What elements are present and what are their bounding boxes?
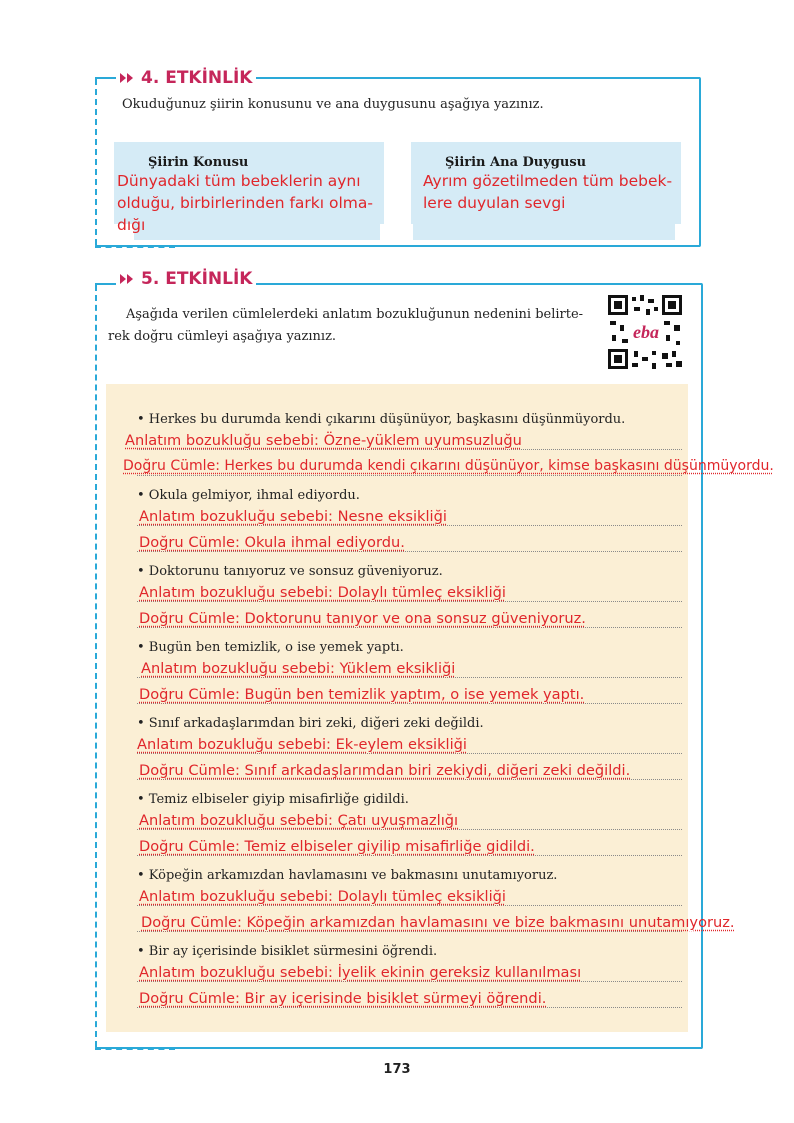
answer-line xyxy=(137,601,682,602)
emotion-heading: Şiirin Ana Duygusu xyxy=(445,155,587,170)
reason-answer: Anlatım bozukluğu sebebi: Özne-yüklem uyumsuzluğu xyxy=(125,432,522,449)
activity5-title xyxy=(116,269,256,289)
exercise-sentence: • Sınıf arkadaşlarımdan biri zeki, diğeri zeki değildi. xyxy=(137,716,484,731)
activity5-title-text: 5. ETKİNLİK xyxy=(141,269,253,289)
answer-line xyxy=(137,829,682,830)
correct-sentence-answer: Doğru Cümle: Köpeğin arkamızdan havlamasını ve bize bakmasını unutamıyoruz. xyxy=(141,914,735,931)
correct-sentence-answer: Doğru Cümle: Temiz elbiseler giyilip misafirliğe gidildi. xyxy=(139,838,535,855)
page-number: 173 xyxy=(383,1062,411,1077)
frame-dashed-left xyxy=(95,79,97,245)
exercise-sentence: • Okula gelmiyor, ihmal ediyordu. xyxy=(137,488,360,503)
correct-sentence-answer: Doğru Cümle: Bir ay içerisinde bisiklet sürmeyi öğrendi. xyxy=(139,990,547,1007)
reason-answer: Anlatım bozukluğu sebebi: Dolaylı tümleç eksikliği xyxy=(139,584,506,601)
answer-line xyxy=(137,753,682,754)
topic-answer xyxy=(117,170,373,236)
correct-sentence-answer: Doğru Cümle: Sınıf arkadaşlarımdan biri zekiydi, diğeri zeki değildi. xyxy=(139,762,631,779)
reason-answer: Anlatım bozukluğu sebebi: Dolaylı tümleç eksikliği xyxy=(139,888,506,905)
frame-dashed-bottom xyxy=(95,246,175,248)
reason-answer: Anlatım bozukluğu sebebi: Nesne eksikliği xyxy=(139,508,447,525)
answer-line xyxy=(137,779,682,780)
answer-line xyxy=(137,855,682,856)
answer-line xyxy=(137,551,682,552)
exercise-sentence: • Temiz elbiseler giyip misafirliğe gidildi. xyxy=(137,792,409,807)
answer-line xyxy=(137,981,682,982)
answer-line xyxy=(137,905,682,906)
qr-code-icon[interactable] xyxy=(608,295,682,369)
correct-sentence-answer: Doğru Cümle: Doktorunu tanıyor ve ona sonsuz güveniyoruz. xyxy=(139,610,586,627)
double-arrow-icon xyxy=(120,273,136,285)
answer-line xyxy=(137,627,682,628)
emotion-answer-line: lere duyulan sevgi xyxy=(423,194,566,212)
frame-dashed-left xyxy=(95,285,97,1047)
exercise-sentence: • Herkes bu durumda kendi çıkarını düşünüyor, başkasını düşünmüyordu. xyxy=(137,412,626,427)
correct-sentence-answer: Doğru Cümle: Herkes bu durumda kendi çıkarını düşünüyor, kimse başkasını düşünmüyordu. xyxy=(123,458,774,474)
reason-answer: Anlatım bozukluğu sebebi: Ek-eylem eksikliği xyxy=(137,736,467,753)
activity4-title-text: 4. ETKİNLİK xyxy=(141,68,253,88)
reason-answer: Anlatım bozukluğu sebebi: İyelik ekinin gereksiz kullanılması xyxy=(139,964,582,981)
activity5-instruction xyxy=(108,304,583,348)
exercise-sentence: • Doktorunu tanıyoruz ve sonsuz güveniyoruz. xyxy=(137,564,443,579)
answer-line xyxy=(137,677,682,678)
exercise-box xyxy=(106,384,688,1032)
exercise-sentence: • Bugün ben temizlik, o ise yemek yaptı. xyxy=(137,640,404,655)
answer-line xyxy=(137,931,682,932)
qr-logo-text: eba xyxy=(633,322,659,342)
reason-answer: Anlatım bozukluğu sebebi: Yüklem eksikliği xyxy=(141,660,456,677)
emotion-answer-line: Ayrım gözetilmeden tüm bebek- xyxy=(423,172,673,190)
topic-heading: Şiirin Konusu xyxy=(148,155,249,170)
correct-sentence-answer: Doğru Cümle: Bugün ben temizlik yaptım, o ise yemek yaptı. xyxy=(139,686,585,703)
exercise-sentence: • Köpeğin arkamızdan havlamasını ve bakmasını unutamıyoruz. xyxy=(137,868,558,883)
activity4-instruction: Okuduğunuz şiirin konusunu ve ana duygusunu aşağıya yazınız. xyxy=(122,97,544,112)
topic-answer-line: dığı xyxy=(117,216,146,234)
topic-answer-line: olduğu, birbirlerinden farkı olma- xyxy=(117,194,373,212)
emotion-panel-tab xyxy=(413,224,675,240)
activity4-title xyxy=(116,68,256,88)
correct-sentence-answer: Doğru Cümle: Okula ihmal ediyordu. xyxy=(139,534,405,551)
exercise-sentence: • Bir ay içerisinde bisiklet sürmesini öğrendi. xyxy=(137,944,438,959)
frame-dashed-bottom xyxy=(95,1048,175,1050)
double-arrow-icon xyxy=(120,72,136,84)
answer-line xyxy=(137,1007,682,1008)
topic-answer-line: Dünyadaki tüm bebeklerin aynı xyxy=(117,172,361,190)
reason-answer: Anlatım bozukluğu sebebi: Çatı uyuşmazlığı xyxy=(139,812,459,829)
instruction-line: Aşağıda verilen cümlelerdeki anlatım bozukluğunun nedenini belirte- xyxy=(126,307,584,322)
answer-line xyxy=(137,449,682,450)
answer-line xyxy=(137,703,682,704)
answer-line xyxy=(137,475,682,476)
answer-line xyxy=(137,525,682,526)
instruction-line: rek doğru cümleyi aşağıya yazınız. xyxy=(108,329,337,344)
emotion-answer xyxy=(423,170,672,214)
